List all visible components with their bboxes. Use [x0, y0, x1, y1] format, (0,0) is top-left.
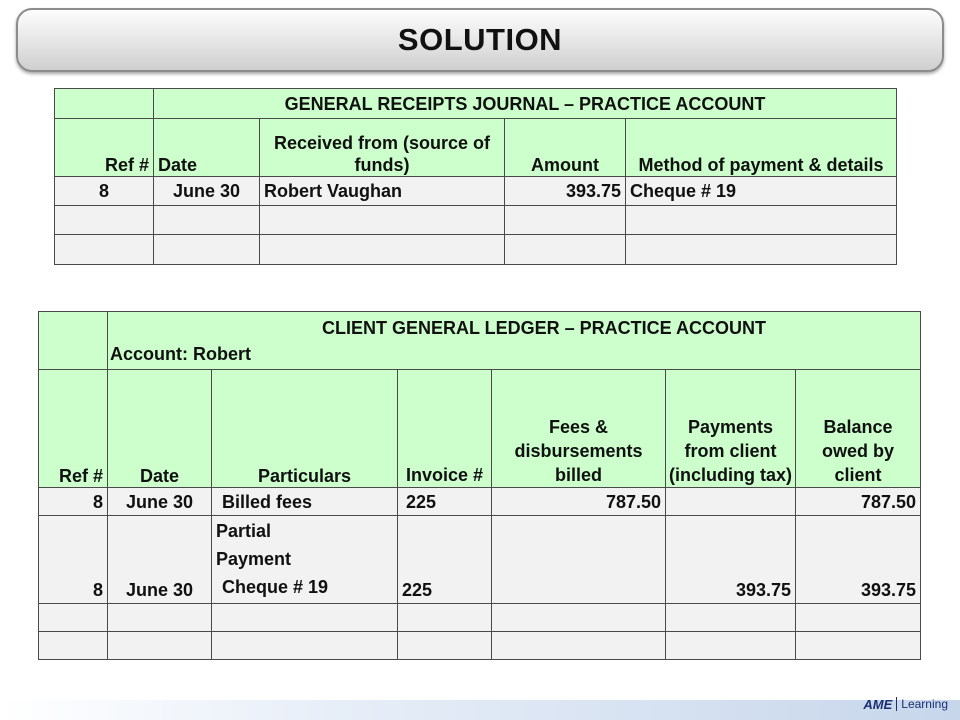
ledger-col-fees: Fees & disbursements billed — [492, 370, 666, 488]
receipts-cell-amount: 393.75 — [505, 177, 626, 206]
empty-cell — [398, 604, 492, 632]
receipts-col-ref: Ref # — [55, 119, 154, 177]
receipts-cell-method: Cheque # 19 — [626, 177, 897, 206]
receipts-corner-cell — [55, 89, 154, 119]
ledger-cell-payments: 393.75 — [666, 516, 796, 604]
receipts-col-date: Date — [154, 119, 260, 177]
empty-cell — [398, 632, 492, 660]
empty-cell — [55, 235, 154, 265]
ledger-title-cell — [108, 312, 921, 370]
receipts-cell-received-from: Robert Vaughan — [260, 177, 505, 206]
empty-cell — [108, 604, 212, 632]
ledger-cell-date: June 30 — [108, 516, 212, 604]
ledger-cell-balance: 393.75 — [796, 516, 921, 604]
empty-cell — [666, 604, 796, 632]
client-general-ledger-table — [38, 311, 921, 660]
particulars-line: Cheque # 19 — [222, 577, 329, 597]
particulars-line: Partial — [216, 521, 272, 541]
slide-title-bar — [16, 8, 944, 72]
logo-divider — [896, 697, 897, 711]
empty-cell — [260, 235, 505, 265]
particulars-line: Payment — [216, 549, 292, 569]
table-row — [39, 516, 921, 604]
ledger-cell-invoice: 225 — [398, 488, 492, 516]
receipts-col-received-from: Received from (source of funds) — [260, 119, 505, 177]
empty-cell — [505, 206, 626, 235]
receipts-col-method: Method of payment & details — [626, 119, 897, 177]
logo-brand: AME — [863, 696, 893, 712]
receipts-cell-ref: 8 — [55, 177, 154, 206]
empty-cell — [505, 235, 626, 265]
empty-cell — [492, 632, 666, 660]
table-row — [55, 235, 897, 265]
ame-learning-logo — [863, 694, 948, 714]
empty-cell — [796, 632, 921, 660]
ledger-col-particulars: Particulars — [212, 370, 398, 488]
receipts-col-amount: Amount — [505, 119, 626, 177]
empty-cell — [154, 206, 260, 235]
ledger-cell-particulars — [212, 516, 398, 604]
logo-text: Learning — [901, 697, 948, 711]
empty-cell — [796, 604, 921, 632]
receipts-journal-title: GENERAL RECEIPTS JOURNAL – PRACTICE ACCOUNT — [154, 89, 897, 119]
empty-cell — [55, 206, 154, 235]
ledger-cell-ref: 8 — [39, 516, 108, 604]
ledger-col-balance: Balance owed by client — [796, 370, 921, 488]
table-row — [55, 206, 897, 235]
ledger-cell-ref: 8 — [39, 488, 108, 516]
empty-cell — [212, 632, 398, 660]
general-receipts-journal-table — [54, 88, 897, 265]
empty-cell — [108, 632, 212, 660]
footer-bar — [0, 700, 960, 720]
table-row — [39, 632, 921, 660]
table-row — [39, 488, 921, 516]
table-row — [55, 177, 897, 206]
slide-title: SOLUTION — [397, 22, 563, 57]
ledger-cell-date: June 30 — [108, 488, 212, 516]
ledger-title: CLIENT GENERAL LEDGER – PRACTICE ACCOUNT — [321, 317, 767, 338]
ledger-cell-fees — [492, 516, 666, 604]
table-row — [39, 604, 921, 632]
ledger-col-date: Date — [108, 370, 212, 488]
empty-cell — [154, 235, 260, 265]
empty-cell — [39, 632, 108, 660]
empty-cell — [260, 206, 505, 235]
ledger-account-label: Account: Robert — [110, 343, 251, 364]
empty-cell — [212, 604, 398, 632]
ledger-cell-fees: 787.50 — [492, 488, 666, 516]
ledger-cell-invoice: 225 — [398, 516, 492, 604]
empty-cell — [39, 604, 108, 632]
ledger-cell-particulars: Billed fees — [212, 488, 398, 516]
ledger-corner-cell — [39, 312, 108, 370]
empty-cell — [492, 604, 666, 632]
ledger-cell-balance: 787.50 — [796, 488, 921, 516]
empty-cell — [626, 235, 897, 265]
empty-cell — [626, 206, 897, 235]
ledger-col-ref: Ref # — [39, 370, 108, 488]
ledger-cell-payments — [666, 488, 796, 516]
ledger-col-invoice: Invoice # — [398, 370, 492, 488]
ledger-col-payments: Payments from client (including tax) — [666, 370, 796, 488]
empty-cell — [666, 632, 796, 660]
receipts-cell-date: June 30 — [154, 177, 260, 206]
